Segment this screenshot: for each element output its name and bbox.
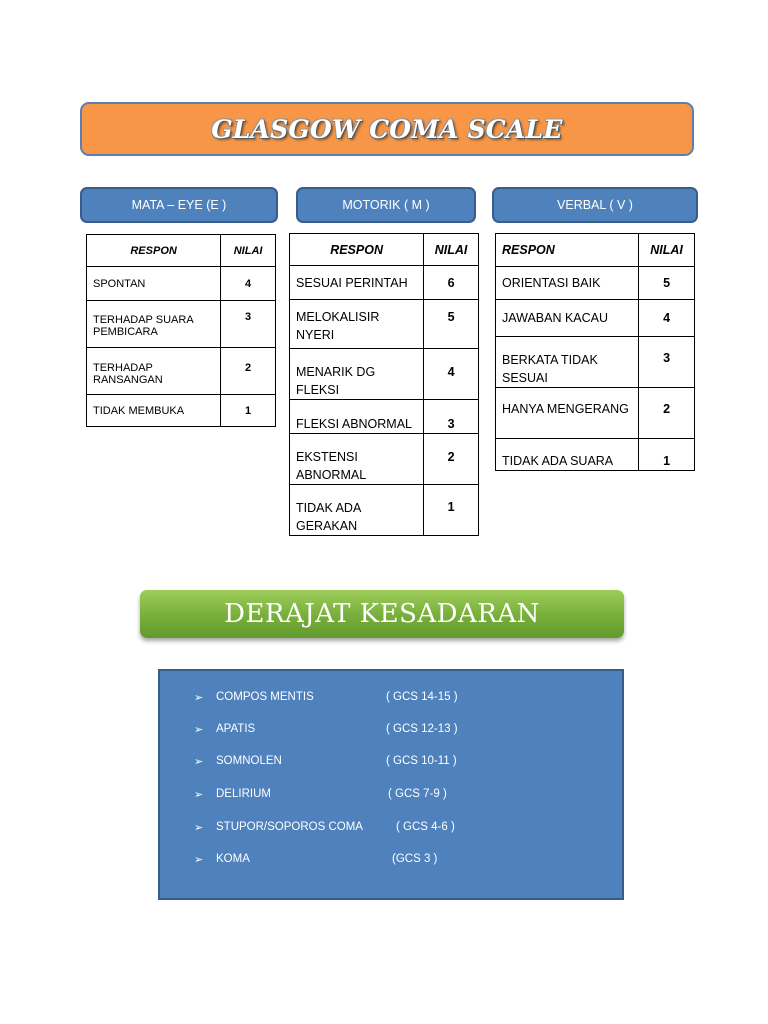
eye-nilai: 2: [221, 348, 276, 395]
motor-nilai: 6: [424, 266, 479, 300]
verbal-table: [495, 233, 695, 471]
level-name: APATIS: [216, 723, 256, 735]
motor-header-label: MOTORIK ( M ): [342, 198, 430, 212]
arrow-bullet-icon: ➢: [194, 691, 204, 704]
arrow-bullet-icon: ➢: [194, 723, 204, 736]
motor-respon: TIDAK ADA GERAKAN: [290, 485, 424, 536]
eye-table: [86, 234, 276, 427]
motor-col-nilai: NILAI: [424, 234, 479, 266]
motor-nilai: 2: [424, 434, 479, 485]
verbal-respon: ORIENTASI BAIK: [496, 267, 639, 300]
consciousness-level-box: [158, 669, 624, 900]
verbal-respon: HANYA MENGERANG: [496, 388, 639, 439]
motor-respon: SESUAI PERINTAH: [290, 266, 424, 300]
verbal-header-label: VERBAL ( V ): [557, 198, 633, 212]
arrow-bullet-icon: ➢: [194, 755, 204, 768]
level-item: [194, 817, 455, 837]
motor-header: [296, 187, 476, 223]
verbal-respon: BERKATA TIDAK SESUAI: [496, 337, 639, 388]
verbal-col-respon: RESPON: [496, 234, 639, 267]
level-item: [194, 751, 457, 771]
verbal-respon: TIDAK ADA SUARA: [496, 439, 639, 471]
level-name: DELIRIUM: [216, 788, 271, 800]
verbal-nilai: 1: [639, 439, 695, 471]
level-range: ( GCS 4-6 ): [396, 821, 455, 833]
level-name: SOMNOLEN: [216, 755, 282, 767]
verbal-respon: JAWABAN KACAU: [496, 300, 639, 337]
eye-nilai: 1: [221, 395, 276, 427]
eye-col-nilai: NILAI: [221, 235, 276, 267]
motor-respon: MENARIK DG FLEKSI: [290, 349, 424, 400]
level-name: COMPOS MENTIS: [216, 691, 314, 703]
verbal-nilai: 3: [639, 337, 695, 388]
motor-respon: MELOKALISIR NYERI: [290, 300, 424, 349]
level-range: ( GCS 12-13 ): [386, 723, 458, 735]
level-item: [194, 719, 458, 739]
derajat-banner: [140, 590, 624, 638]
eye-header: [80, 187, 278, 223]
verbal-header: [492, 187, 698, 223]
eye-respon: SPONTAN: [87, 267, 221, 301]
verbal-nilai: 4: [639, 300, 695, 337]
page-title: GLASGOW COMA SCALE: [211, 114, 563, 144]
motor-nilai: 5: [424, 300, 479, 349]
level-item: [194, 849, 437, 869]
motor-nilai: 3: [424, 400, 479, 434]
motor-respon: FLEKSI ABNORMAL: [290, 400, 424, 434]
level-name: KOMA: [216, 853, 250, 865]
motor-respon: EKSTENSI ABNORMAL: [290, 434, 424, 485]
level-range: ( GCS 10-11 ): [386, 755, 457, 767]
level-range: ( GCS 14-15 ): [386, 691, 458, 703]
eye-nilai: 3: [221, 301, 276, 348]
motor-nilai: 4: [424, 349, 479, 400]
derajat-title: DERAJAT KESADARAN: [224, 599, 540, 629]
eye-respon: TERHADAP RANSANGAN: [87, 348, 221, 395]
level-range: (GCS 3 ): [392, 853, 438, 865]
motor-table: [289, 233, 479, 536]
eye-respon: TIDAK MEMBUKA: [87, 395, 221, 427]
eye-respon: TERHADAP SUARA PEMBICARA: [87, 301, 221, 348]
eye-nilai: 4: [221, 267, 276, 301]
level-name: STUPOR/SOPOROS COMA: [216, 821, 363, 833]
title-banner: [80, 102, 694, 156]
motor-col-respon: RESPON: [290, 234, 424, 266]
level-range: ( GCS 7-9 ): [388, 788, 447, 800]
verbal-col-nilai: NILAI: [639, 234, 695, 267]
arrow-bullet-icon: ➢: [194, 821, 204, 834]
level-item: [194, 784, 447, 804]
arrow-bullet-icon: ➢: [194, 853, 204, 866]
level-item: [194, 687, 458, 707]
eye-header-label: MATA – EYE (E ): [131, 198, 227, 212]
verbal-nilai: 5: [639, 267, 695, 300]
motor-nilai: 1: [424, 485, 479, 536]
eye-col-respon: RESPON: [87, 235, 221, 267]
verbal-nilai: 2: [639, 388, 695, 439]
arrow-bullet-icon: ➢: [194, 788, 204, 801]
